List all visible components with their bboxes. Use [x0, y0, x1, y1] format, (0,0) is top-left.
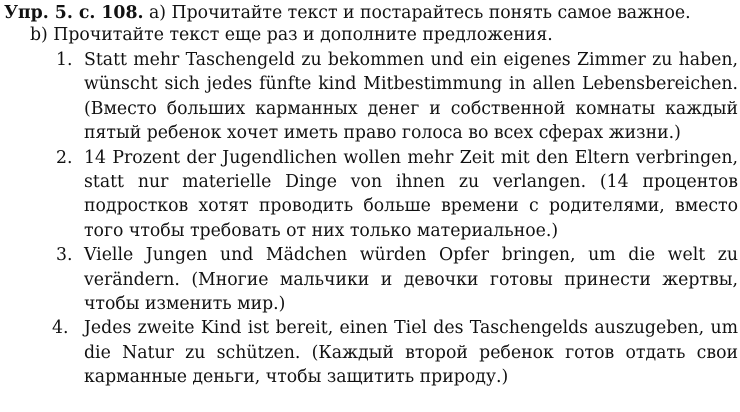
- sentence-item-3: [46, 243, 738, 316]
- russian-translation: (Вместо больших карманных денег и собственной комнаты каждый пятый ребенок хочет иметь право голоса во всех сферах жизни.): [84, 98, 738, 144]
- sentence-list: [46, 48, 738, 390]
- russian-translation: (Каждый второй ребенок готов отдать свои карманные деньги, чтобы защитить природу.): [84, 342, 738, 388]
- russian-translation: (Многие мальчики и девочки готовы принести жертвы, чтобы изменить мир.): [84, 269, 738, 315]
- sentence-item-4: [46, 316, 738, 389]
- german-sentence: Jedes zweite Kind ist bereit, einen Tiel des Taschengelds auszugeben, um die Natur zu schützen.: [84, 318, 738, 363]
- exercise-header: [4, 2, 691, 24]
- german-sentence: 14 Prozent der Jugendlichen wollen mehr Zeit mit den Eltern verbringen, statt nur materielle Dinge von ihnen zu verlangen.: [84, 147, 738, 193]
- russian-translation: (14 процентов подростков хотят проводить больше времени с родителями, вместо того чтобы требовать от них только материальное.): [84, 172, 738, 241]
- item-number: 1.: [56, 50, 73, 70]
- sentence-item-2: [46, 146, 738, 244]
- sentence-item-1: [46, 48, 738, 146]
- task-a-instruction: a) Прочитайте текст и постарайтесь понять самое важное.: [149, 3, 691, 23]
- german-sentence: Statt mehr Taschengeld zu bekommen und ein eigenes Zimmer zu haben, wünscht sich jedes fünfte kind Mitbestimmung in allen Lebensbereichen.: [84, 50, 738, 95]
- task-b-instruction: b) Прочитайте текст еще раз и дополните предложения.: [30, 25, 553, 45]
- item-number: 3.: [56, 245, 73, 266]
- item-number: 2.: [56, 147, 73, 168]
- exercise-reference: Упр. 5. с. 108.: [4, 3, 144, 23]
- item-number: 4.: [52, 318, 69, 339]
- german-sentence: Vielle Jungen und Mädchen würden Opfer bringen, um die welt zu verändern.: [84, 245, 738, 290]
